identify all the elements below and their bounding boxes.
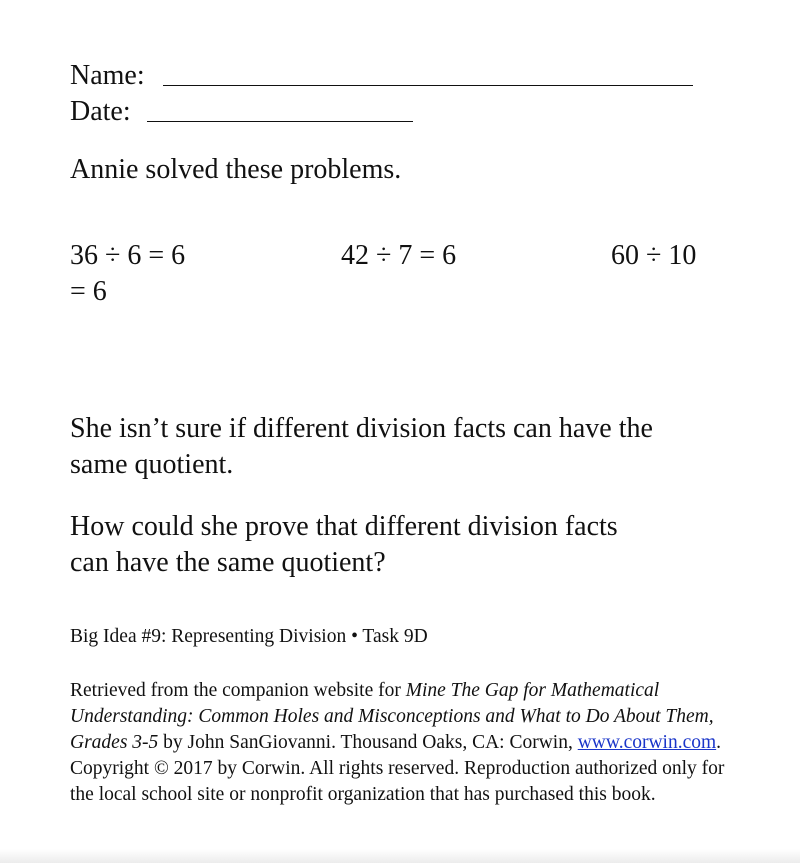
date-blank-line[interactable]: [147, 121, 413, 122]
credit-prefix: Retrieved from the companion website for: [70, 680, 406, 701]
date-row: [70, 94, 131, 130]
statement-line-2: same quotient.: [70, 449, 234, 480]
corwin-link[interactable]: www.corwin.com: [577, 732, 717, 753]
question-line-1: How could she prove that different division facts: [70, 511, 618, 542]
credit-suffix: . Copyright © 2017 by Corwin. All rights reserved. Reproduction authorized only for the local school site or nonprofit organization that has purchased this book.: [70, 732, 725, 805]
question-line-2: can have the same quotient?: [70, 547, 386, 578]
name-label: Name:: [70, 60, 145, 91]
statement-paragraph: [70, 411, 760, 483]
statement-line-1: She isn’t sure if different division facts can have the: [70, 413, 653, 444]
page-bottom-shadow: [0, 849, 800, 863]
date-label: Date:: [70, 96, 131, 127]
intro-text: Annie solved these problems.: [70, 154, 402, 185]
problem-1: 36 ÷ 6 = 6: [70, 240, 186, 271]
question-paragraph: [70, 509, 760, 581]
name-blank-line[interactable]: [163, 85, 693, 86]
credit-author: by John SanGiovanni. Thousand Oaks, CA: Corwin,: [158, 732, 578, 753]
task-line: Big Idea #9: Representing Division • Task 9D: [70, 626, 428, 647]
name-row: [70, 58, 145, 94]
problem-1-continued: = 6: [70, 276, 107, 307]
book-title: Mine The Gap for Mathematical Understanding: Common Holes and Misconceptions and What to Do About Them, Grades 3-5: [70, 680, 714, 753]
problem-2: 42 ÷ 7 = 6: [341, 240, 457, 271]
problem-3: 60 ÷ 10: [611, 240, 697, 271]
credits-paragraph: [70, 678, 730, 808]
